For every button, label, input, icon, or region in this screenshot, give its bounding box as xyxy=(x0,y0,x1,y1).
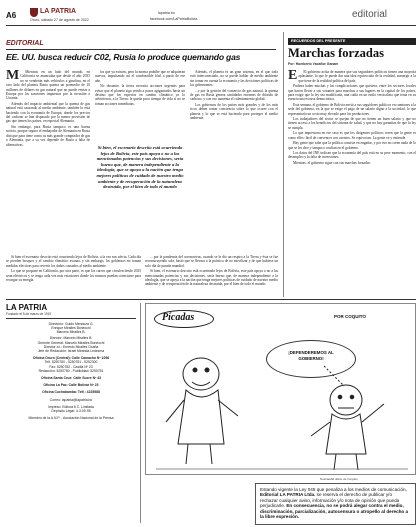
column-paragraph-6: Hay gente que sabe que la política consiste en engañar, y por eso no creen nada de lo que se les dice y tampoco confían en el gobierno. xyxy=(288,141,416,150)
editorial-bottom-right xyxy=(145,255,278,295)
shield-icon xyxy=(30,8,38,17)
column-paragraph-4: Los trabajadores del sector se quejan de que no tienen un buen salario y que no tienen acceso a los beneficios del sistema de salud, y que no hay garantías de que la ley se cumpla. xyxy=(288,117,416,130)
masthead-entry: Director a.i.: Ernesto Miralles Ocaña xyxy=(43,344,99,349)
masthead-tagline: Fundado el 5 de marzo de 1919 xyxy=(6,312,52,316)
logo-text: LA PATRIA xyxy=(40,8,77,15)
drop-cap: M xyxy=(6,70,20,83)
notice-text-1: Estando vigente la Ley 045 que penaliza a los medios de comunicación, xyxy=(260,487,407,492)
editorial-kicker: EDITORIAL xyxy=(6,40,44,47)
masthead-entry: Director: Marcelo Miralles B. xyxy=(49,336,93,341)
masthead-entry: Jefe de Redacción: Israel Miranda Ledezma xyxy=(37,349,105,354)
masthead-entry: Gerente General: Marcelo Miralles Bonecchi xyxy=(37,340,105,345)
date-line: Oruro, sábado 27 de agosto de 2022 xyxy=(30,18,89,22)
masthead-entry: Oficina Santa Cruz: Calle Sucre Nº 43 xyxy=(40,376,102,381)
column-divider xyxy=(283,32,284,297)
col3-paragraph-2: ...y por la gestión del comercio de gas natural, la quema de gas en Rusia genera cantidades enormes de dióxido de carbono, y con eso aumenta el calentamiento global. xyxy=(190,88,278,102)
masthead-entry: Marcelo Miralles B. xyxy=(56,330,86,335)
masthead-entry: Oficina Oruro (Central): Calle Camacho Nº 1096 xyxy=(32,356,110,361)
character-right xyxy=(311,366,384,470)
column-paragraph-1: El gobierno actúa de manera que sus seguidores políticos tienen una mayoría aplastante, lo que le puede dar una idea equivocada de la realidad, sumergir a la que tiene de la realidad política del país. xyxy=(298,70,416,83)
masthead-title: LA PATRIA xyxy=(6,303,48,312)
masthead-box xyxy=(6,303,136,525)
masthead-entry: Depósito Legal: 4-3-09-95 xyxy=(51,409,91,414)
column-kicker: RECUERDOS DEL PRESENTE xyxy=(288,38,416,45)
masthead-entry: Directorio: Guido Mendoza G. xyxy=(48,321,94,326)
masthead-entry: Miembro de la A.N.P. - Asociación Nacional de la Prensa xyxy=(28,416,114,421)
column-paragraph-3: Esta semana, el gobierno de Bolivia envió a sus seguidores políticos en camiones a la sede del gobierno, en la que se exige el pago de un salario digno a la sociedad, lo que representaría un costo muy elevado para los productores. xyxy=(288,102,416,116)
masthead-entries xyxy=(6,322,136,421)
column-body xyxy=(288,70,416,296)
masthead-rule xyxy=(6,318,136,319)
masthead-entry: Oficina La Paz: Calle Bolívar Nº 23 xyxy=(43,383,99,388)
column-byline: Por: Humberto Vacaflor Ganam xyxy=(288,62,339,66)
col1-paragraph-3: Sin embargo, para Rusia tampoco es una buena noticia, porque seguro el embajador de Alemania en Rusia dirá que para tiene como su más grande comprador de gas a Alemania, que a su vez depende de Rusia a falta de alternativas. xyxy=(6,124,90,147)
col1-paragraph-1: Mientras en un lado del mundo, en California se anunciaba que desde el año 2035 no se venderán más vehículos a gasolina, en el otro lado del planeta Rusia quema un promedio de 10 millones de dólares en gas natural que no puede enviar a Europa por las sanciones impuestas por la invasión a Ucrania. xyxy=(6,70,90,101)
bottom-right-paragraph-2: Si bien, el escenario descrito está ocurriendo lejos de Bolivia, este país apoya o no a las mencionadas potencias y sus decisiones, sería bueno que, de manera independiente a la ideología, que se apoya a la nación que tenga mejores políticas de cuidado de nuestro medio ambiente y de recuperación de la naturaleza destruida, por el bien de todo el mundo. xyxy=(145,269,278,287)
masthead-entry: Enrique Miralles Bonecchi xyxy=(51,326,91,330)
header-rule xyxy=(6,25,416,26)
col1-paragraph-2: Además del impacto ambiental que la quema de gas natural está causando al medio ambiente, también lo está haciendo con la economía de Europa, donde los precios del carbono se han disparado por la menor provisión de gas que tienen los países, en especial Alemania. xyxy=(6,101,90,124)
editorial-col-3 xyxy=(190,70,278,252)
editorial-bottom-left xyxy=(6,255,141,295)
cartoon-sign-text: Pícadas xyxy=(162,312,195,323)
column-paragraph-5: Lo que impresiona en ese caso es que los dirigentes políticos creen que la gente es como ellos: fácil de convencer con cuentos. Se equivocan. La gente ve y entiende. xyxy=(288,131,416,140)
column-paragraph-8: Mientras, el gobierno sigue con sus marchas forzadas. xyxy=(293,160,371,165)
masthead-entry: Telf. 5250780 - 5250781 - 5252300 xyxy=(44,360,98,365)
page-number: A6 xyxy=(6,11,17,20)
masthead-entry: Fax: 5250782 - Casilla Nº 23 xyxy=(49,364,93,369)
logo xyxy=(30,8,100,18)
bottom-left-paragraph-2: Lo que se propone en California, por otra parte, es que los carros que circulen desde 2035 sean eléctricos y se tenga cada vez más estaciones donde los mismos puedan conectarse para recargar su energía. xyxy=(6,269,141,283)
bottom-right-paragraph-1: ... por la pandemia del coronavirus, cuando se le dio un respiro a la Tierra y ésta se fue reconstruyendo sola, bastó que se llevara a la práctica de no movilizar y de que hubiese un solo día de parada mundial. xyxy=(145,255,278,268)
social-link[interactable]: facebook.com/LaPatriaBolivia xyxy=(150,17,198,21)
masthead-entry: Correo: lapatria@lapatria.bo xyxy=(49,397,93,402)
masthead-entry: Impreso: Editora 6 C. Limitada xyxy=(48,404,94,409)
editorial-col-1 xyxy=(6,70,90,252)
column-paragraph-7: Los datos del INE indican que la economía del país está en su peor momento, con el desempleo y la falta de inversiones. xyxy=(288,150,416,160)
cartoon-credit: Noticias/El diario de Coquito xyxy=(320,477,358,481)
cartoon-signature: POR COQUITO xyxy=(334,314,366,319)
column-headline: Marchas forzadas xyxy=(288,46,384,60)
editorial-headline: EE. UU. busca reducir C02, Rusia lo produce quemando gas xyxy=(6,52,241,62)
col3-paragraph-1: Además, el planeta es un gran sistema, en el que todo está interconectado, no se puede hablar de medio ambiente sin tomar en cuenta la economía y las decisiones políticas de los gobernantes. xyxy=(190,70,278,88)
notice-publisher: Editorial LA PATRIA Ltda. xyxy=(260,492,316,498)
notice-warning: En consecuencia, no se podrá alegar contra el medio, discriminación, parcialización, autocensura o atropello al derecho a la libre expresión. xyxy=(260,503,409,520)
notice-text-2: se reserva el derecho de publicar y/o rechazar cualquier aviso, información y/o nota de opinión que pueda perjudicarle. xyxy=(260,492,400,509)
col3-paragraph-3: Los gobiernos de los países más grandes y de los más ricos deben tomar conciencia sobre lo que ocurre con el planeta y lo que se está haciendo para proteger el medio ambiente. xyxy=(190,102,278,121)
kicker-rule xyxy=(6,49,276,50)
masthead-entry: Oficina Cochabamba: Telf.: 4225588 xyxy=(42,390,100,395)
cartoon-drawing xyxy=(146,304,416,475)
masthead-entry: Redacción: 5250780 - Publicidad: 5250781 xyxy=(38,368,104,373)
speech-bubble-text: ¡DEFENDEREMOS AL GOBIERNO! xyxy=(288,350,334,361)
pullquote: Si bien, el escenario descrito está ocurriendo lejos de Bolivia, este país apoya o no a las mencionadas potencias y sus decisiones, sería bueno que, de manera independiente a la ideología, que se apoya a la nación que tenga mejores políticas de cuidado de nuestro medio ambiente y de recuperación de la naturaleza destruida, por el bien de todo el mundo xyxy=(96,145,184,190)
col2-paragraph-1: los que ya existen, pero la norma prohíbe que se adquieran nuevos, impulsando así el combustible fósil a partir de ese año. xyxy=(95,70,185,83)
section-rule xyxy=(6,299,416,300)
cartoon xyxy=(145,303,416,475)
col2-paragraph-2: No obstante, la tierra necesita acciones urgentes para evitar que el planeta siga yendo a pasos agigantados hacia un destino que los expertos en cambio climático ya lo advirtieron, a la Tierra: le queda poco tiempo de vida si no se toman acciones inmediatas. xyxy=(95,84,185,106)
section-label: editorial xyxy=(352,9,388,20)
legal-notice xyxy=(255,483,416,525)
character-left xyxy=(166,358,238,464)
drop-cap: E xyxy=(288,70,298,83)
masthead-divider xyxy=(140,303,141,523)
column-paragraph-2: Pudiera haber muchas y las complicaciones que quisiera, entre los sectores locales que hacen llevar a sus votantes para marchas a sus lugares en la capital de los países, para exigir que la ley sea modificada, una caída en un estilo verticalista que tenía en su esencia una excusa democrática. xyxy=(288,84,416,102)
editorial-col-2 xyxy=(95,70,185,140)
site-link[interactable]: lapatria.bo xyxy=(158,11,175,15)
bottom-left-paragraph-1: Si bien el escenario descrito está ocurriendo lejos de Bolivia, a la vez nos afecta. Cada día se pierden bosques y el cambio climático avanza, y sin embargo, los gobiernos no toman medidas efectivas para revertir los daños causados al medio ambiente. xyxy=(6,255,141,268)
